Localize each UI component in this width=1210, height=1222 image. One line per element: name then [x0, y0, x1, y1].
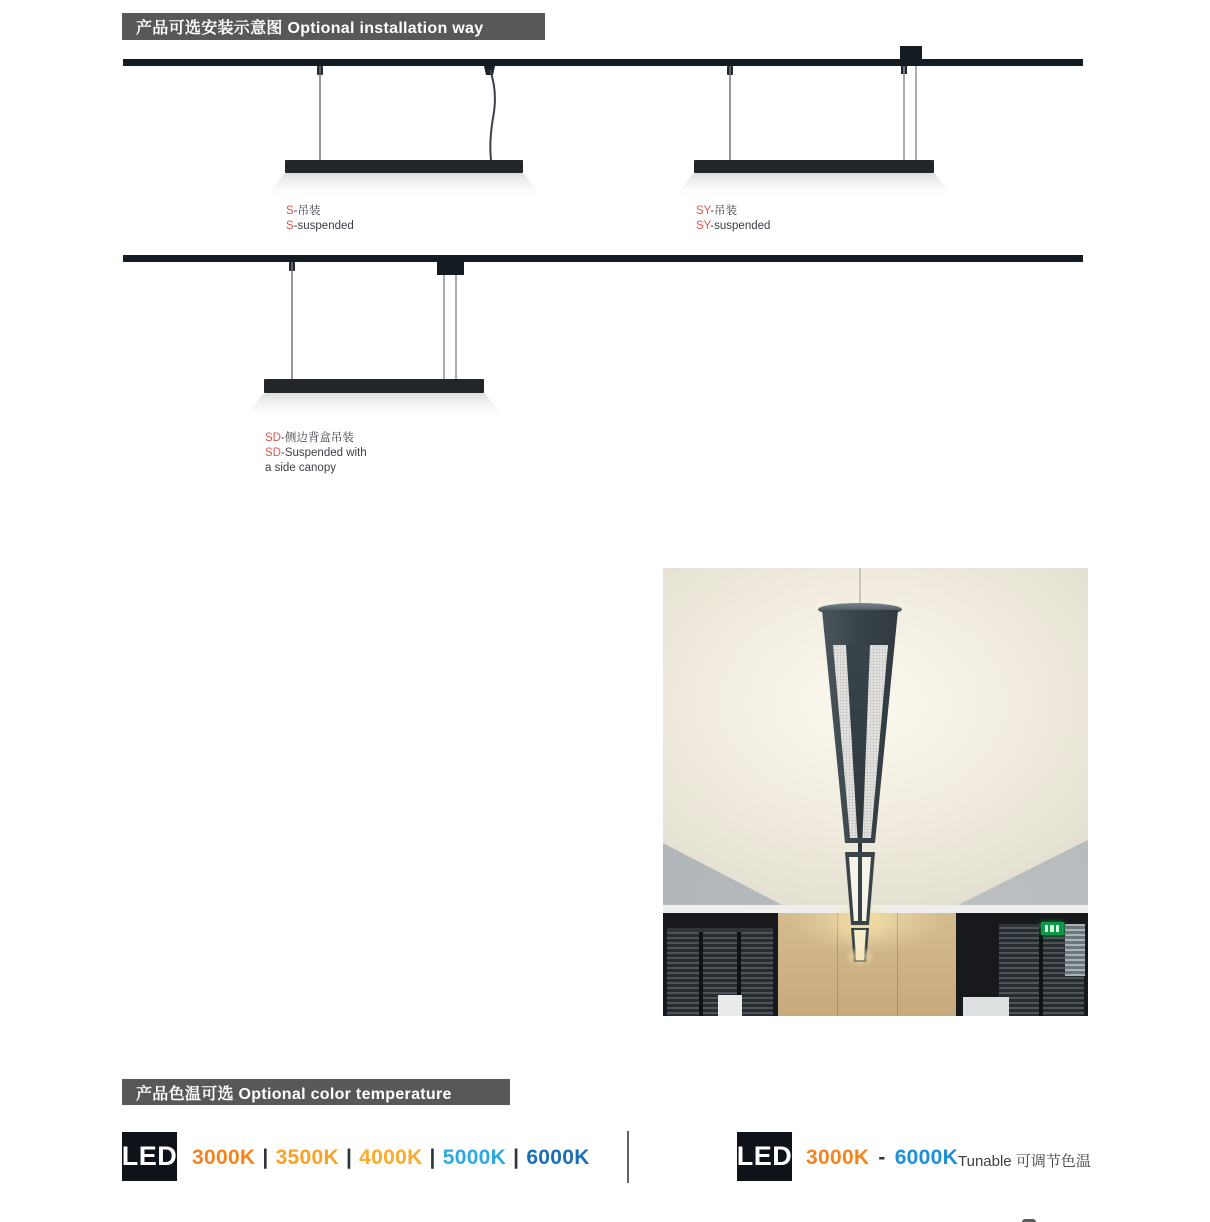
color-temp-from: 3000K [806, 1146, 870, 1169]
label-line [286, 219, 354, 234]
mount-code: S [286, 220, 294, 232]
mount-code: SD [265, 447, 281, 459]
product-photo [663, 568, 1088, 1016]
power-cord [490, 70, 495, 160]
color-temp-option: 6000K [526, 1146, 590, 1169]
ceiling-line [123, 255, 1083, 262]
mount-name-cn: -侧边背盒吊装 [280, 432, 354, 444]
pendant-cable [859, 568, 861, 606]
temp-separator: | [513, 1146, 520, 1169]
fixed-color-temp-options [192, 1146, 590, 1170]
window-mullion [699, 932, 703, 1016]
mount-name-en: -suspended [293, 220, 354, 232]
light-fixture [285, 160, 523, 173]
light-cone [242, 393, 506, 419]
label-line [696, 204, 770, 219]
temp-separator: - [878, 1146, 886, 1169]
mount-name-en: -Suspended with [280, 447, 367, 459]
side-canopy-box [437, 262, 464, 275]
photo-white-panel-left [718, 995, 742, 1016]
installation-header-text: 产品可选安装示意图 Optional installation way [136, 20, 484, 37]
label-line [265, 446, 367, 461]
mount-code: S [286, 205, 294, 217]
exit-sign-icon [1041, 922, 1064, 935]
pendant-joint [858, 843, 862, 853]
label-line [696, 219, 770, 234]
color-temp-option: 3500K [275, 1146, 339, 1169]
color-temp-option: 5000K [442, 1146, 507, 1169]
diagram-sd-suspended [242, 262, 506, 419]
light-fixture [264, 379, 484, 393]
led-badge [737, 1132, 792, 1181]
mount-name-cn: -吊装 [710, 205, 738, 217]
color-temp-to: 6000K [894, 1146, 959, 1169]
label-line [265, 461, 367, 476]
mount-code: SD [265, 432, 281, 444]
installation-diagram-row2 [110, 240, 1100, 490]
window-mullion [1039, 927, 1043, 1016]
label-sy-suspended [696, 204, 770, 234]
color-temp-header-text: 产品色温可选 Optional color temperature [136, 1085, 452, 1103]
led-badge-text: LED [736, 1141, 793, 1171]
exit-sign-glyph [1045, 925, 1059, 932]
led-badge [122, 1132, 177, 1181]
mount-name-cn: -吊装 [293, 205, 321, 217]
label-s-suspended [286, 204, 354, 234]
photo-window-light-pane [1065, 924, 1085, 976]
installation-section-header [122, 13, 545, 40]
mount-code: SY [696, 205, 711, 217]
light-cone [264, 173, 544, 198]
tunable-note: Tunable 可调节色温 [958, 1153, 1091, 1170]
color-temp-option: 4000K [359, 1146, 423, 1169]
mount-name-en: -suspended [710, 220, 771, 232]
temp-separator: | [429, 1146, 436, 1169]
mount-name-en: a side canopy [265, 462, 336, 474]
pendant-tip-glow [840, 946, 880, 972]
temp-separator: | [262, 1146, 269, 1169]
color-temp-section-header [122, 1079, 510, 1105]
light-cone [673, 173, 955, 198]
led-badge-text: LED [121, 1141, 178, 1171]
diagram-s-suspended [264, 66, 544, 198]
label-sd-suspended [265, 431, 367, 476]
junction-box [900, 46, 922, 59]
label-line [286, 204, 354, 219]
color-temp-option: 3000K [192, 1146, 256, 1169]
light-fixture [694, 160, 934, 173]
photo-white-panel-right [963, 997, 1009, 1016]
temp-separator: | [345, 1146, 353, 1169]
installation-diagram-row1 [110, 40, 1100, 240]
ceiling-line [123, 59, 1083, 66]
diagram-sy-suspended [673, 46, 955, 198]
pendant-middle-spine [858, 857, 862, 921]
mount-code: SY [696, 220, 711, 232]
label-line [265, 431, 367, 446]
tunable-color-temp-range [806, 1146, 958, 1170]
vertical-divider [627, 1131, 629, 1183]
